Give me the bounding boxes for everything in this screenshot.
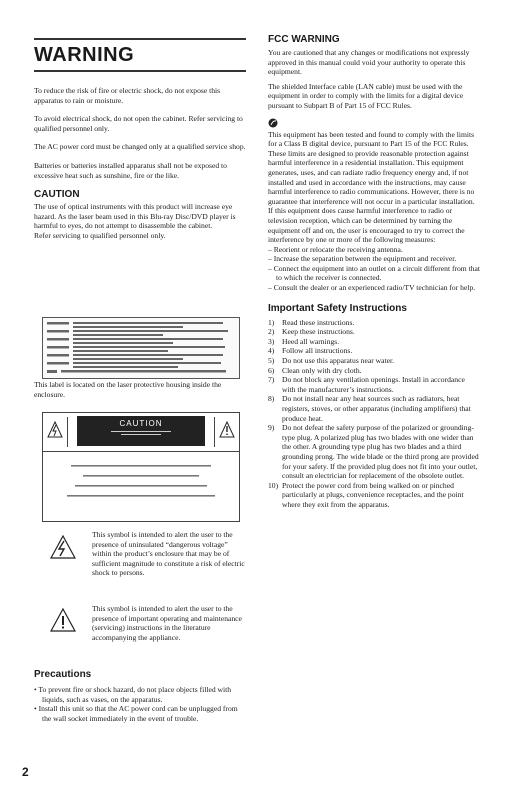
laser-warning-label — [42, 317, 240, 379]
list-item: 2) Keep these instructions. — [268, 327, 355, 337]
fcc-paragraph-2: The shielded Interface cable (LAN cable) must be used with the equipment in order to comply with the limits for a digital device pursuant to Subpart B of Part 15 of FCC Rules. — [268, 81, 464, 110]
fcc-paragraph-1: You are cautioned that any changes or modifications not expressly approved in this manual could void your authority to operate this equipment. — [268, 48, 470, 77]
fcc-paragraph-3: This equipment has been tested and found to comply with the limits for a Class B digital device, pursuant to Part 15 of the FCC Rules. These limits are designed to provide reasonable protection against harmful interference in a residential installation. This equipment generates, uses, and can radiate radio frequency energy and, if not installed and used in accordance with the instructions, may cause harmful interference to radio communications. However, there is no guarantee that interference will not occur in a particular installation. If this equipment does cause harmful interference to radio or television reception, which can be determined by turning the equipment off and on, the user is encouraged to try to correct the interference by one or more of the following measures: — [268, 129, 475, 245]
caution-box-header — [77, 416, 205, 446]
precautions-heading: Precautions — [34, 669, 92, 680]
label-caption: This label is located on the laser protective housing inside the enclosure. — [34, 380, 222, 399]
dangerous-voltage-icon — [50, 535, 76, 559]
page-number: 2 — [22, 765, 29, 779]
list-item: – Reorient or relocate the receiving antenna. — [268, 244, 403, 254]
caution-text-2: Refer servicing to qualified personnel only. — [34, 230, 166, 240]
list-item: 6) Clean only with dry cloth. — [268, 365, 362, 375]
voltage-symbol-text: This symbol is intended to alert the user to the presence of uninsulated “dangerous voltage” within the product’s enclosure that may be of sufficient magnitude to constitute a risk of electric shock to persons. — [92, 530, 245, 578]
safety-list — [268, 318, 480, 510]
list-item: 10) Protect the power cord from being walked on or pinched particularly at plugs, convenience receptacles, and the point where they exit from the apparatus. — [268, 480, 464, 509]
precautions-list — [34, 685, 246, 723]
important-instructions-icon — [50, 608, 76, 632]
list-item: – Connect the equipment into an outlet on a circuit different from that to which the receiver is connected. — [268, 263, 481, 283]
list-item: 8) Do not install near any heat sources such as radiators, heat registers, stoves, or other apparatus (including amplifiers) that produce heat. — [268, 394, 471, 423]
list-item: 9) Do not defeat the safety purpose of the polarized or grounding-type plug. A polarized plug has two blades with one wider than the other. A grounding type plug has two blades and a third grounding prong. The wide blade or the third prong are provided for your safety. If the provided plug does not fit into your outlet, consult an electrician for replacement of the obsolete outlet. — [268, 423, 479, 481]
left-top-rule — [34, 38, 246, 40]
intro-paragraph-4: Batteries or batteries installed apparatus shall not be exposed to excessive heat such as sunshine, fire or the like. — [34, 160, 227, 180]
warning-title-rule — [34, 70, 246, 72]
caution-box-text-lines — [43, 453, 239, 519]
list-item: 3) Heed all warnings. — [268, 336, 340, 346]
list-item: • Install this unit so that the AC power cord can be unplugged from the wall socket immediately in the event of trouble. — [34, 704, 238, 723]
caution-box-label — [42, 412, 240, 522]
fcc-measures-list — [268, 245, 480, 293]
list-item: 4) Follow all instructions. — [268, 346, 353, 356]
caution-heading: CAUTION — [34, 189, 80, 201]
intro-paragraph-3: The AC power cord must be changed only at a qualified service shop. — [34, 142, 246, 152]
lightning-warning-icon — [47, 421, 63, 439]
exclamation-warning-icon — [219, 421, 235, 439]
list-item: – Consult the dealer or an experienced radio/TV technician for help. — [268, 283, 476, 293]
instructions-symbol-text: This symbol is intended to alert the user to the presence of important operating and maintenance (servicing) instructions in the literature accompanying the appliance. — [92, 604, 242, 642]
fcc-heading: FCC WARNING — [268, 34, 340, 45]
caution-text: The use of optical instruments with this product will increase eye hazard. As the laser beam used in this Blu-ray Disc/DVD player is harmful to eyes, do not attempt to disassemble the cabinet. — [34, 202, 236, 231]
intro-paragraph-2: To avoid electrical shock, do not open the cabinet. Refer servicing to qualified personnel only. — [34, 114, 243, 133]
laser-label-graphic — [43, 318, 239, 378]
list-item: 7) Do not block any ventilation openings. Install in accordance with the manufacturer’s instructions. — [268, 375, 465, 394]
intro-paragraph-1: To reduce the risk of fire or electric shock, do not expose this apparatus to rain or moisture. — [34, 86, 221, 105]
warning-title: WARNING — [34, 44, 135, 66]
list-item: 1) Read these instructions. — [268, 317, 355, 327]
safety-heading: Important Safety Instructions — [268, 302, 407, 314]
list-item: • To prevent fire or shock hazard, do not place objects filled with liquids, such as vases, on the apparatus. — [34, 685, 232, 704]
list-item: 5) Do not use this apparatus near water. — [268, 356, 394, 366]
energy-star-icon — [268, 118, 278, 128]
caution-box-title: CAUTION — [119, 419, 163, 428]
list-item: – Increase the separation between the equipment and receiver. — [268, 254, 457, 264]
